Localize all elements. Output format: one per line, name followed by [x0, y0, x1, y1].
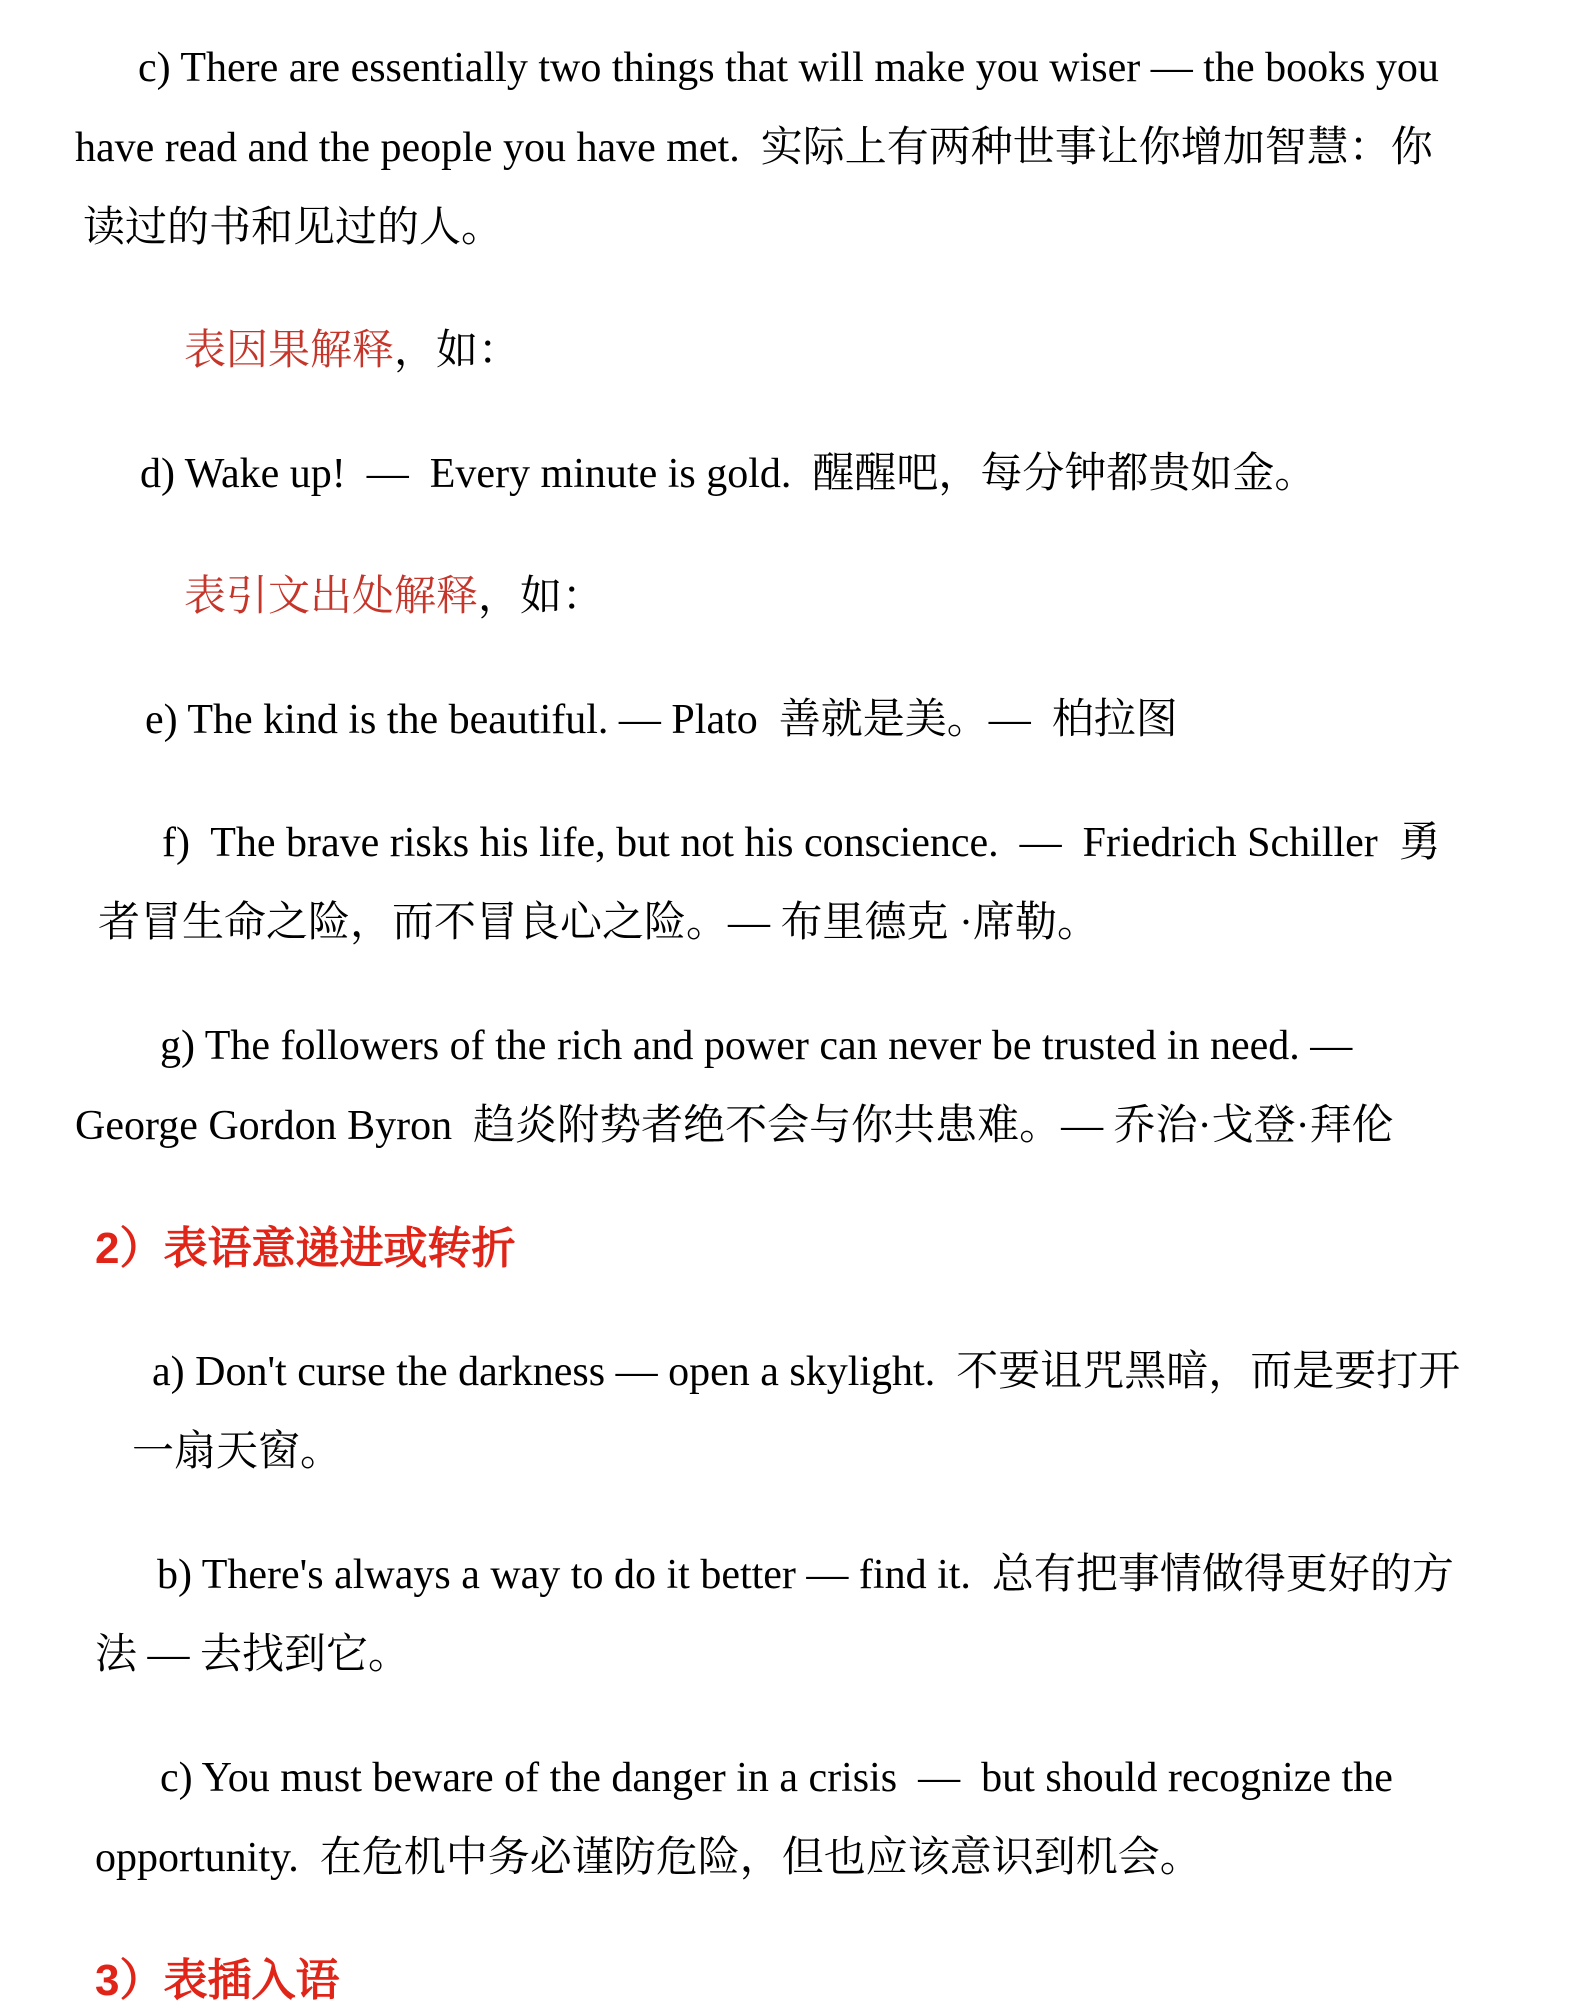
paragraph-example-e — [75, 680, 1517, 760]
heading-section-2-text: 2）表语意递进或转折 — [95, 1224, 516, 1273]
paragraph-example-2b — [75, 1535, 1517, 1695]
example-2c-line-2: opportunity. 在危机中务必谨防危险，但也应该意识到机会。 — [95, 1835, 1202, 1881]
example-2a-line-2: 一扇天窗。 — [132, 1429, 343, 1475]
paragraph-example-f — [75, 803, 1517, 963]
example-c-line-3: 读过的书和见过的人。 — [83, 205, 504, 251]
example-f-line-1: f) The brave risks his life, but not his conscience. — Friedrich Schiller 勇 — [162, 820, 1441, 866]
label-cause-explanation-red: 表因果解释 — [184, 328, 395, 374]
label-quote-source-explanation — [75, 557, 1517, 637]
label-cause-explanation — [75, 311, 1517, 391]
example-2a-line-1: a) Don't curse the darkness — open a skylight. 不要诅咒黑暗，而是要打开 — [152, 1349, 1461, 1395]
paragraph-example-2c — [75, 1738, 1517, 1898]
label-cause-explanation-line — [184, 311, 1517, 391]
label-quote-source-suffix: ，如： — [478, 574, 605, 620]
example-g-line-2: George Gordon Byron 趋炎附势者绝不会与你共患难。— 乔治·戈登·拜伦 — [75, 1103, 1394, 1149]
example-2c-line-1: c) You must beware of the danger in a crisis — but should recognize the — [160, 1755, 1393, 1801]
label-quote-source-line — [184, 557, 1517, 637]
paragraph-example-d — [75, 434, 1517, 514]
example-c-line-2: have read and the people you have met. 实际上有两种世事让你增加智慧：你 — [75, 125, 1433, 171]
heading-section-3 — [75, 1941, 1517, 2011]
label-quote-source-red: 表引文出处解释 — [184, 574, 479, 620]
paragraph-example-g — [75, 1006, 1517, 1166]
example-2b-line-1: b) There's always a way to do it better — find it. 总有把事情做得更好的方 — [157, 1552, 1454, 1598]
example-2b-line-2: 法 — 去找到它。 — [95, 1632, 411, 1678]
heading-section-2 — [75, 1209, 1517, 1289]
label-cause-explanation-suffix: ，如： — [394, 328, 521, 374]
example-f-line-2: 者冒生命之险，而不冒良心之险。— 布里德克 ·席勒。 — [98, 900, 1099, 946]
paragraph-example-c — [75, 28, 1517, 268]
heading-section-3-text: 3）表插入语 — [95, 1956, 340, 2005]
paragraph-example-2a — [75, 1332, 1517, 1492]
example-c-line-1: c) There are essentially two things that will make you wiser — the books you — [138, 45, 1439, 91]
example-e-line-1: e) The kind is the beautiful. — Plato 善就是美。— 柏拉图 — [145, 697, 1178, 743]
example-d-line-1: d) Wake up! — Every minute is gold. 醒醒吧，每分钟都贵如金。 — [140, 451, 1317, 497]
example-g-line-1: g) The followers of the rich and power can never be trusted in need. — — [160, 1023, 1353, 1069]
